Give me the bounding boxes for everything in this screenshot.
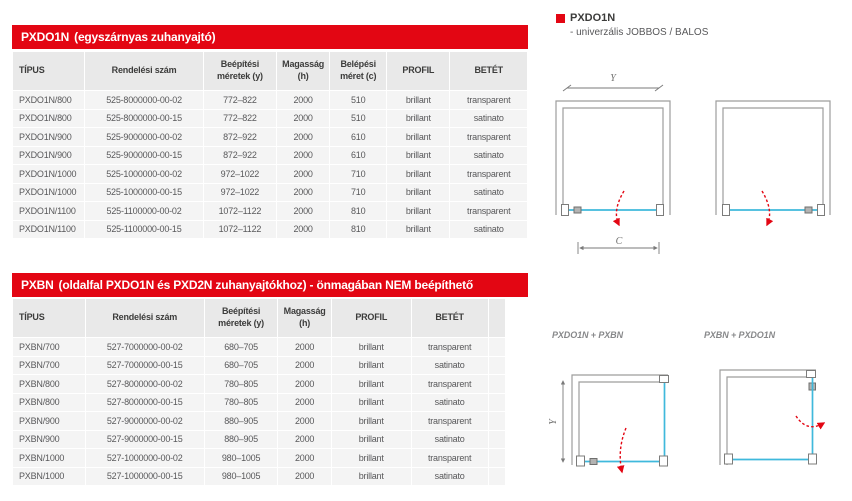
- table-cell: 2000: [277, 184, 329, 202]
- table-cell: 527-1000000-00-02: [86, 449, 204, 467]
- hinge-block: [805, 207, 812, 213]
- table-cell: transparent: [450, 128, 527, 146]
- table-cell: PXBN/700: [13, 338, 85, 356]
- table-cell: brillant: [387, 128, 449, 146]
- y-dimension-label: Y: [548, 419, 559, 425]
- table-cell: 525-9000000-00-02: [85, 128, 202, 146]
- table-cell: transparent: [450, 91, 527, 109]
- table2-product-name: PXBN: [21, 278, 54, 292]
- table-row: [13, 468, 505, 486]
- table-cell: 510: [330, 110, 386, 128]
- table-row: [13, 449, 505, 467]
- table-cell: 2000: [278, 412, 330, 430]
- table-cell: PXDO1N/800: [13, 91, 84, 109]
- table-cell: 1072–1122: [204, 221, 276, 239]
- table-cell: brillant: [387, 110, 449, 128]
- table-row: [13, 128, 527, 146]
- table-cell: transparent: [450, 165, 527, 183]
- table-row: [13, 221, 527, 239]
- table-cell: 972–1022: [204, 165, 276, 183]
- table-row: [13, 147, 527, 165]
- table-cell: 2000: [277, 128, 329, 146]
- table-cell: transparent: [412, 449, 488, 467]
- table-cell: 772–822: [204, 91, 276, 109]
- legend-title: PXDO1N: [570, 12, 616, 24]
- table-row: [13, 375, 505, 393]
- table-cell: 772–822: [204, 110, 276, 128]
- col-betet: BETÉT: [450, 52, 527, 90]
- table-cell: 527-1000000-00-15: [86, 468, 204, 486]
- inner-wall-line: [563, 108, 663, 215]
- pxdo1n-spec-table: [12, 51, 528, 239]
- table-cell: 2000: [277, 110, 329, 128]
- table1-title-suffix: (egyszárnyas zuhanyajtó): [74, 30, 216, 44]
- table-cell: 872–922: [204, 147, 276, 165]
- inner-wall-line: [723, 108, 823, 215]
- table2-header-row: [13, 299, 505, 337]
- combination-left-caption: PXDO1N + PXBN: [552, 330, 623, 340]
- table2-title-bar: [12, 273, 528, 297]
- left-wall-profile: [577, 456, 585, 466]
- table-row: [13, 394, 505, 412]
- col-belepesi-meret: Belépési méret (c): [330, 52, 386, 90]
- table-cell: brillant: [387, 184, 449, 202]
- combination-top-view-drawings: [540, 325, 852, 501]
- table-cell-empty: [489, 394, 505, 412]
- table-cell: brillant: [387, 91, 449, 109]
- table-cell: transparent: [412, 375, 488, 393]
- table-cell-empty: [489, 449, 505, 467]
- right-wall-profile: [657, 205, 664, 216]
- hinge-block: [574, 207, 581, 213]
- table-cell: PXDO1N/800: [13, 110, 84, 128]
- table-cell: brillant: [387, 202, 449, 220]
- pxbn-plus-pxdo1n-diagram: [720, 370, 824, 465]
- door-top-view-drawings: [540, 60, 852, 260]
- outer-wall-line: [716, 101, 830, 215]
- table-cell: 780–805: [205, 394, 278, 412]
- table-cell: brillant: [332, 431, 411, 449]
- inner-wall-line: [727, 377, 811, 465]
- table-cell: 527-7000000-00-02: [86, 338, 204, 356]
- right-wall-profile: [809, 454, 817, 464]
- table-cell: 2000: [278, 357, 330, 375]
- table-cell: satinato: [412, 357, 488, 375]
- table-cell: brillant: [332, 468, 411, 486]
- door-swing-arrow: [616, 191, 624, 225]
- table-cell: 980–1005: [205, 468, 278, 486]
- table-cell: satinato: [450, 110, 527, 128]
- table-cell: 680–705: [205, 338, 278, 356]
- table-cell: 2000: [278, 375, 330, 393]
- pxdo1n-plus-pxbn-diagram: [548, 375, 669, 472]
- table-cell: 810: [330, 202, 386, 220]
- table-cell: 610: [330, 128, 386, 146]
- table-cell: 2000: [278, 394, 330, 412]
- table-cell: 2000: [277, 221, 329, 239]
- table-row: [13, 431, 505, 449]
- table-cell: 780–805: [205, 375, 278, 393]
- table-row: [13, 412, 505, 430]
- top-view-door-hinge-left-diagram: [556, 73, 670, 254]
- table-cell: 710: [330, 165, 386, 183]
- c-dimension-label: C: [615, 236, 623, 247]
- col-beepitesi-meretek: Beépítési méretek (y): [205, 299, 278, 337]
- table-cell: PXDO1N/900: [13, 147, 84, 165]
- table-cell-empty: [489, 357, 505, 375]
- table-cell: 527-8000000-00-15: [86, 394, 204, 412]
- table-cell: 810: [330, 221, 386, 239]
- table-cell: 980–1005: [205, 449, 278, 467]
- table-cell: satinato: [412, 431, 488, 449]
- right-corner-profile: [660, 456, 668, 466]
- table1-title-bar: [12, 25, 528, 49]
- table-cell: brillant: [387, 147, 449, 165]
- table-cell: PXBN/900: [13, 412, 85, 430]
- table-cell: 527-7000000-00-15: [86, 357, 204, 375]
- table-cell: brillant: [332, 357, 411, 375]
- table-cell: satinato: [450, 184, 527, 202]
- table-cell: 525-9000000-00-15: [85, 147, 202, 165]
- combination-right-caption: PXBN + PXDO1N: [704, 330, 775, 340]
- red-square-bullet-icon: [556, 14, 565, 23]
- table-cell: transparent: [412, 412, 488, 430]
- outer-wall-line: [720, 370, 816, 465]
- table-cell: brillant: [332, 375, 411, 393]
- table-cell: 1072–1122: [204, 202, 276, 220]
- table-cell: 527-8000000-00-02: [86, 375, 204, 393]
- table2-title-suffix: (oldalfal PXDO1N és PXD2N zuhanyajtókhoz) - önmagában NEM beépíthető: [58, 278, 474, 292]
- outer-wall-line: [556, 101, 670, 215]
- table-cell: brillant: [332, 338, 411, 356]
- table-cell: PXDO1N/1100: [13, 202, 84, 220]
- table-cell: PXBN/800: [13, 375, 85, 393]
- table-row: [13, 202, 527, 220]
- col-empty: [489, 299, 505, 337]
- table-cell: 525-8000000-00-02: [85, 91, 202, 109]
- table-cell: 2000: [278, 449, 330, 467]
- table-cell-empty: [489, 468, 505, 486]
- table-cell: 527-9000000-00-15: [86, 431, 204, 449]
- table-cell: 525-1000000-00-15: [85, 184, 202, 202]
- table-cell-empty: [489, 338, 505, 356]
- table-cell: PXDO1N/1000: [13, 184, 84, 202]
- col-rendelesi-szam: Rendelési szám: [86, 299, 204, 337]
- table-cell: 527-9000000-00-02: [86, 412, 204, 430]
- table-cell-empty: [489, 412, 505, 430]
- table-row: [13, 184, 527, 202]
- table1-product-name: PXDO1N: [21, 30, 70, 44]
- table-row: [13, 165, 527, 183]
- col-profil: PROFIL: [387, 52, 449, 90]
- col-rendelesi-szam: Rendelési szám: [85, 52, 202, 90]
- col-magassag: Magasság (h): [277, 52, 329, 90]
- door-swing-arrow: [762, 191, 770, 225]
- table-cell: PXDO1N/900: [13, 128, 84, 146]
- door-swing-arrow: [796, 416, 824, 427]
- col-tipus: TÍPUS: [13, 52, 84, 90]
- hinge-block: [590, 459, 597, 465]
- table1-header-row: [13, 52, 527, 90]
- corner-bracket: [807, 371, 816, 378]
- table-cell: brillant: [332, 412, 411, 430]
- table-cell: satinato: [412, 394, 488, 412]
- table-cell: 2000: [278, 431, 330, 449]
- table-cell: 2000: [278, 468, 330, 486]
- top-view-door-hinge-right-diagram: [716, 101, 830, 225]
- table-cell-empty: [489, 375, 505, 393]
- table-cell: 680–705: [205, 357, 278, 375]
- table-cell: 525-8000000-00-15: [85, 110, 202, 128]
- table-cell: PXBN/1000: [13, 468, 85, 486]
- col-beepitesi-meretek: Beépítési méretek (y): [204, 52, 276, 90]
- table-cell: 872–922: [204, 128, 276, 146]
- table-cell: 2000: [277, 165, 329, 183]
- legend-subtitle: - univerzális JOBBOS / BALOS: [570, 27, 709, 38]
- table-cell: PXBN/900: [13, 431, 85, 449]
- table-cell: 525-1000000-00-02: [85, 165, 202, 183]
- table-cell-empty: [489, 431, 505, 449]
- table-row: [13, 357, 505, 375]
- table-cell: brillant: [387, 165, 449, 183]
- table-cell: PXDO1N/1000: [13, 165, 84, 183]
- table-cell: 525-1100000-00-02: [85, 202, 202, 220]
- table-cell: 2000: [277, 147, 329, 165]
- left-corner-profile: [725, 454, 733, 464]
- table-cell: PXBN/1000: [13, 449, 85, 467]
- table-cell: satinato: [412, 468, 488, 486]
- col-tipus: TÍPUS: [13, 299, 85, 337]
- col-magassag: Magasság (h): [278, 299, 330, 337]
- table-cell: PXBN/800: [13, 394, 85, 412]
- table-cell: satinato: [450, 147, 527, 165]
- table-cell: 972–1022: [204, 184, 276, 202]
- table-cell: 510: [330, 91, 386, 109]
- left-wall-profile: [723, 205, 730, 216]
- table-cell: 2000: [277, 91, 329, 109]
- table-cell: 610: [330, 147, 386, 165]
- corner-bracket: [660, 376, 669, 383]
- table-cell: brillant: [332, 449, 411, 467]
- table-row: [13, 110, 527, 128]
- table-cell: PXBN/700: [13, 357, 85, 375]
- y-dimension-label: Y: [610, 73, 616, 84]
- table-cell: brillant: [387, 221, 449, 239]
- table-cell: 710: [330, 184, 386, 202]
- table-row: [13, 91, 527, 109]
- table-cell: 2000: [278, 338, 330, 356]
- right-wall-profile: [818, 205, 825, 216]
- col-profil: PROFIL: [332, 299, 411, 337]
- door-swing-arrow: [620, 428, 626, 472]
- table-cell: PXDO1N/1100: [13, 221, 84, 239]
- table-cell: 2000: [277, 202, 329, 220]
- col-betet: BETÉT: [412, 299, 488, 337]
- table-cell: transparent: [450, 202, 527, 220]
- table-cell: transparent: [412, 338, 488, 356]
- left-wall-profile: [562, 205, 569, 216]
- pxbn-spec-table: [12, 298, 506, 486]
- table-cell: satinato: [450, 221, 527, 239]
- table-cell: 880–905: [205, 431, 278, 449]
- table-row: [13, 338, 505, 356]
- table-cell: 525-1100000-00-15: [85, 221, 202, 239]
- table-cell: 880–905: [205, 412, 278, 430]
- table-cell: brillant: [332, 394, 411, 412]
